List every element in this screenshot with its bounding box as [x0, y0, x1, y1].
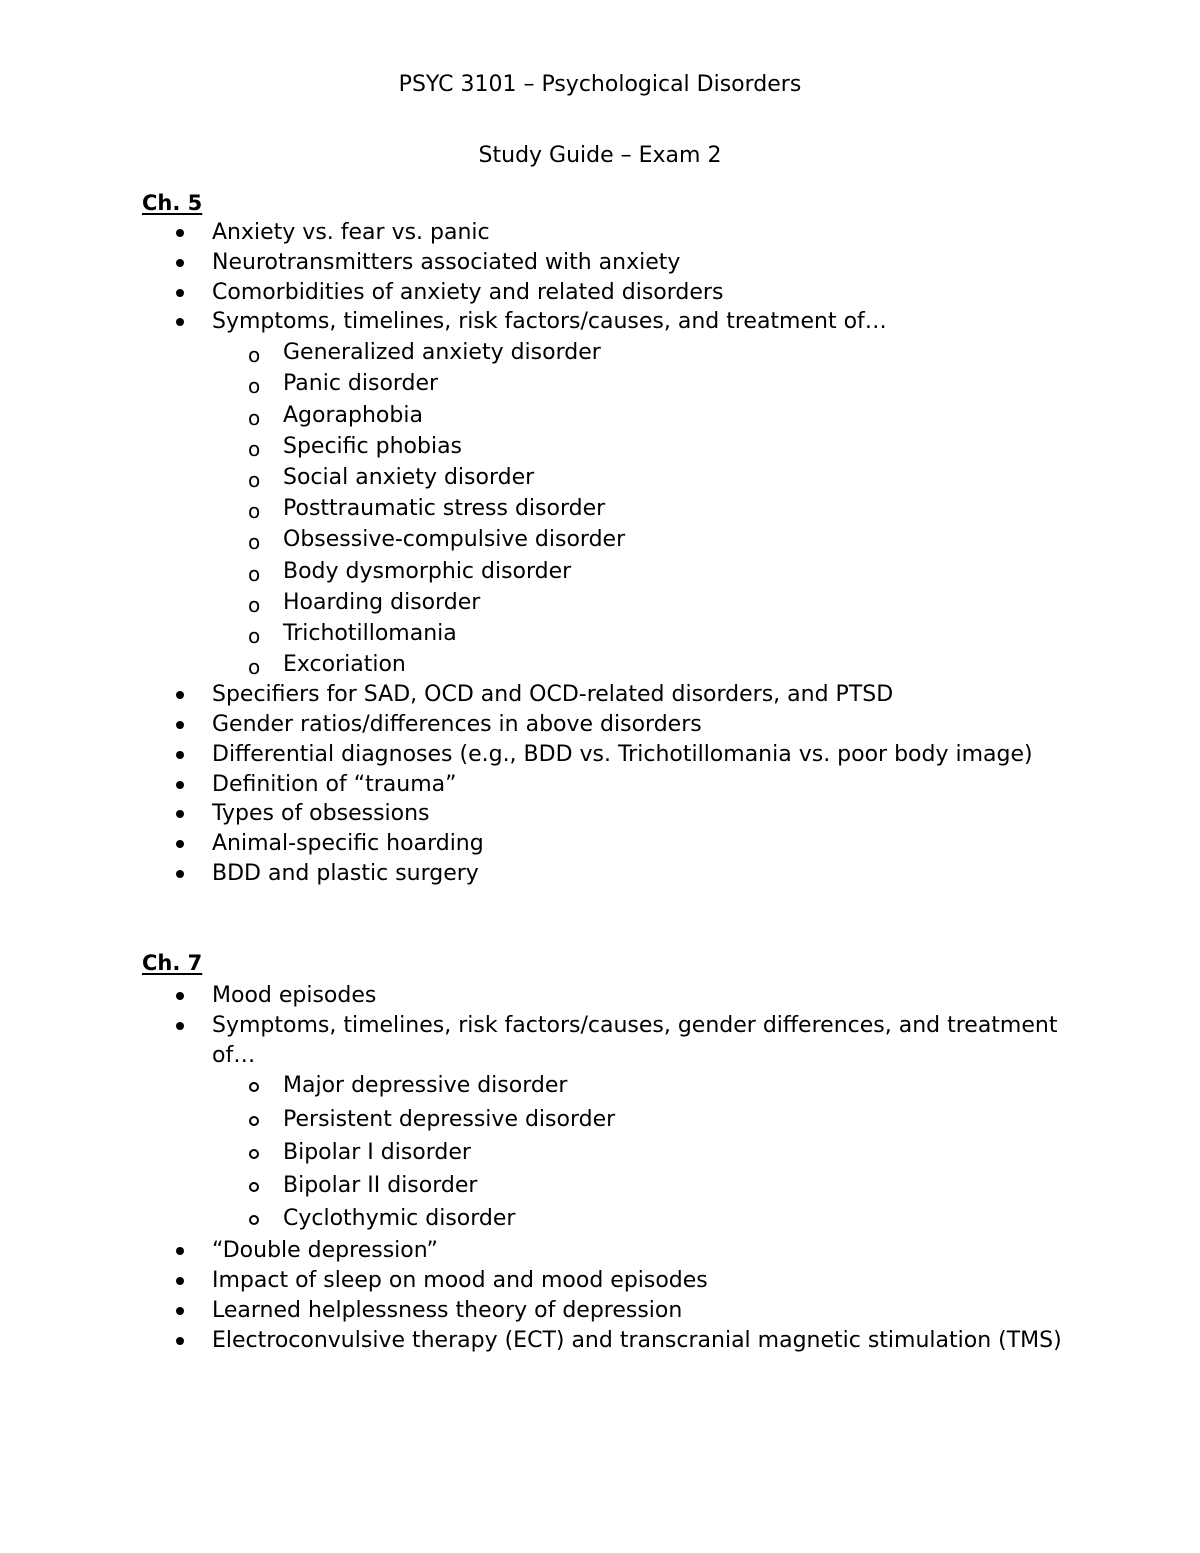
chapter-5-list [0, 218, 1200, 889]
open-circle-icon: o [248, 374, 261, 399]
bullet-icon [176, 1022, 184, 1030]
sublist-item: o Specific phobias [248, 433, 463, 461]
list-item: Comorbidities of anxiety and related disorders [0, 278, 1200, 308]
bullet-icon [176, 1337, 184, 1345]
sublist-item: o Posttraumatic stress disorder [248, 496, 606, 524]
sublist-item: Bipolar II disorder [0, 1170, 1200, 1203]
list-item: Electroconvulsive therapy (ECT) and transcranial magnetic stimulation (TMS) [0, 1326, 1200, 1356]
chapter-7-list [0, 981, 1200, 1356]
list-item: Neurotransmitters associated with anxiety [0, 248, 1200, 278]
open-circle-icon: o [248, 561, 261, 586]
ring-icon [249, 1116, 259, 1126]
open-circle-icon: o [248, 592, 261, 617]
chapter-5-heading: Ch. 5 [142, 191, 203, 215]
sublist-item: Major depressive disorder [0, 1070, 1200, 1103]
open-circle-icon: o [248, 343, 261, 368]
list-item: Symptoms, timelines, risk factors/causes, gender differences, and treatment of… Major depressive disorder Persistent depressive disorder Bipolar I disorder Bipolar II disorder Cyclothymic disorder [0, 1011, 1200, 1237]
sublist-item: o Obsessive-compulsive disorder [248, 527, 626, 555]
list-item: Anxiety vs. fear vs. panic [0, 218, 1200, 248]
sublist-item: o Generalized anxiety disorder [248, 340, 601, 368]
open-circle-icon: o [248, 467, 261, 492]
sublist-item: Persistent depressive disorder [0, 1104, 1200, 1137]
open-circle-icon: o [248, 623, 261, 648]
bullet-icon [176, 870, 184, 878]
sublist-item: Bipolar I disorder [0, 1137, 1200, 1170]
bullet-icon [176, 1307, 184, 1315]
sublist [0, 337, 1200, 680]
ring-icon [249, 1182, 259, 1192]
bullet-icon [176, 289, 184, 297]
list-item: Symptoms, timelines, risk factors/causes, and treatment of… o Generalized anxiety disorder o Panic disorder o Agoraphobia o Specific phobias o Social anxiety disorder o Posttraumatic stress disorder o Obsessive-compulsive disorder o Body dysmorphic disorder o Hoarding disorder o Trichotillomania o Excoriation [0, 307, 1200, 680]
sublist-item: Cyclothymic disorder [0, 1203, 1200, 1236]
bullet-icon [176, 229, 184, 237]
sublist [0, 1070, 1200, 1236]
ring-icon [249, 1082, 259, 1092]
bullet-icon [176, 992, 184, 1000]
open-circle-icon: o [248, 405, 261, 430]
sublist-item: o Trichotillomania [248, 620, 457, 648]
ring-icon [249, 1215, 259, 1225]
bullet-icon [176, 721, 184, 729]
open-circle-icon: o [248, 436, 261, 461]
sublist-item: o Panic disorder [248, 371, 439, 399]
ring-icon [249, 1149, 259, 1159]
list-item: Types of obsessions [0, 799, 1200, 829]
list-item: Learned helplessness theory of depression [0, 1296, 1200, 1326]
list-item: “Double depression” [0, 1236, 1200, 1266]
bullet-icon [176, 781, 184, 789]
document-title: PSYC 3101 – Psychological Disorders [398, 72, 802, 97]
chapter-7-heading: Ch. 7 [142, 951, 203, 975]
bullet-icon [176, 259, 184, 267]
open-circle-icon: o [248, 499, 261, 524]
list-item: Gender ratios/differences in above disorders [0, 710, 1200, 740]
sublist-item: o Hoarding disorder [248, 589, 481, 617]
open-circle-icon: o [248, 530, 261, 555]
sublist-item: o Excoriation [248, 652, 406, 680]
sublist-item: o Body dysmorphic disorder [248, 558, 572, 586]
open-circle-icon: o [248, 655, 261, 680]
list-item: Differential diagnoses (e.g., BDD vs. Trichotillomania vs. poor body image) [0, 740, 1200, 770]
bullet-icon [176, 751, 184, 759]
document-subtitle: Study Guide – Exam 2 [478, 143, 722, 168]
sublist-item: o Agoraphobia [248, 402, 423, 430]
list-item: Mood episodes [0, 981, 1200, 1011]
sublist-item: o Social anxiety disorder [248, 464, 535, 492]
list-item: Impact of sleep on mood and mood episodes [0, 1266, 1200, 1296]
list-item: Specifiers for SAD, OCD and OCD-related disorders, and PTSD [0, 680, 1200, 710]
list-item: Animal-specific hoarding [0, 829, 1200, 859]
list-item: BDD and plastic surgery [0, 859, 1200, 889]
list-item: Definition of “trauma” [0, 770, 1200, 800]
